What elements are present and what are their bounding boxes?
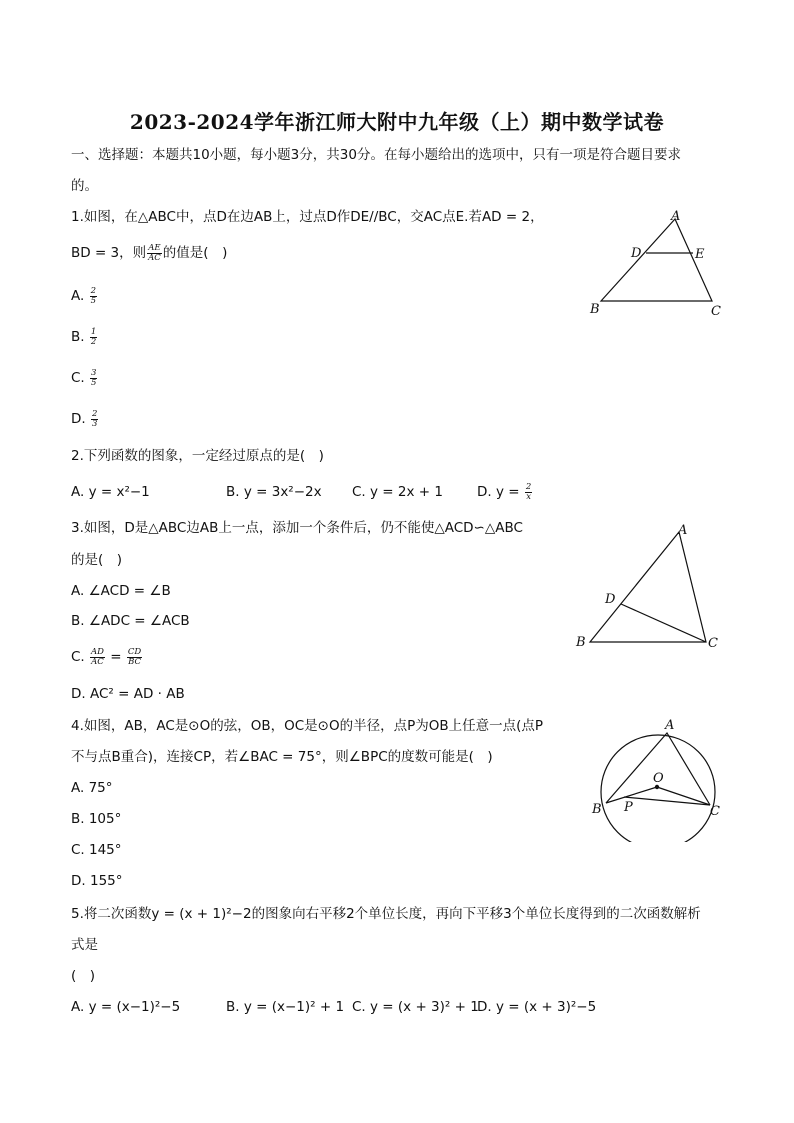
q1-option-a-label: A.: [71, 288, 85, 304]
q1-stem-suffix: 的值是( ): [162, 245, 228, 261]
q1-option-b-den: 2: [90, 336, 97, 347]
q1-option-c-den: 5: [91, 377, 97, 388]
q1-option-b: [71, 327, 98, 347]
page-title: 2023-2024学年浙江师大附中九年级（上）期中数学试卷: [129, 110, 665, 134]
q3-stem-line2: 的是( ): [71, 552, 123, 568]
q2-option-b: B. y = 3x²−2x: [226, 484, 322, 500]
q1-stem-line2: [71, 243, 227, 263]
q4-option-c: C. 145°: [71, 842, 122, 858]
q4-option-b: B. 105°: [71, 811, 122, 827]
q1-stem-line1: 1.如图，在△ABC中，点D在边AB上，过点D作DE//BC，交AC点E.若AD = 2，: [71, 209, 544, 225]
q1-option-d: [71, 409, 99, 429]
q1-option-d-fraction: [91, 410, 98, 429]
q3-option-d: D. AC² = AD · AB: [71, 686, 185, 702]
q1-label-b: B: [590, 302, 600, 317]
q1-fraction-numerator: AE: [148, 242, 161, 253]
q3-option-c: [71, 647, 143, 667]
q3-option-c-den2: BC: [128, 656, 142, 667]
q3-label-a: A: [678, 523, 688, 538]
q1-label-a: A: [671, 209, 681, 224]
q1-option-b-num: 1: [90, 326, 97, 337]
q3-segment-cd: [621, 604, 706, 642]
q3-triangle-abc: [590, 532, 706, 642]
q3-option-c-num2: CD: [127, 646, 142, 657]
q1-option-a-fraction: [90, 287, 97, 306]
q3-triangle-figure: [570, 518, 730, 658]
q4-stem-line2: 不与点B重合)，连接CP，若∠BAC = 75°，则∠BPC的度数可能是( ): [71, 749, 493, 765]
q2-stem: 2.下列函数的图象，一定经过原点的是( ): [71, 448, 324, 464]
q1-option-c-fraction: [90, 369, 97, 388]
q4-label-b: B: [592, 802, 602, 817]
q3-option-c-fraction-1: [90, 648, 105, 667]
q1-option-b-label: B.: [71, 329, 85, 345]
q5-stem-line3: ( ): [71, 968, 96, 984]
q4-label-a: A: [665, 718, 675, 733]
q3-option-c-fraction-2: [127, 648, 142, 667]
q2-option-d-num: 2: [525, 481, 532, 492]
q2-option-a: A. y = x²−1: [71, 484, 150, 500]
q1-fraction: [147, 244, 162, 263]
q1-label-c: C: [711, 304, 721, 319]
q3-option-a: A. ∠ACD = ∠B: [71, 583, 171, 599]
q5-option-a: A. y = (x−1)²−5: [71, 999, 181, 1015]
q3-stem-line1: 3.如图，D是△ABC边AB上一点，添加一个条件后，仍不能使△ACD∽△ABC: [71, 520, 523, 536]
q3-option-c-den1: AC: [91, 656, 104, 667]
q4-option-d: D. 155°: [71, 873, 123, 889]
q2-option-c: C. y = 2x + 1: [352, 484, 443, 500]
q5-stem-line1: 5.将二次函数y = (x + 1)²−2的图象向右平移2个单位长度，再向下平移3个单位长度得到的二次函数解析: [71, 906, 701, 922]
q3-option-b: B. ∠ADC = ∠ACB: [71, 613, 190, 629]
q4-label-o: O: [653, 771, 664, 786]
q1-option-a: [71, 286, 98, 306]
q5-stem-line2: 式是: [71, 937, 98, 953]
q4-circle-figure: [584, 712, 734, 842]
q1-label-e: E: [695, 247, 705, 262]
q4-label-p: P: [624, 800, 633, 815]
q3-label-b: B: [576, 635, 586, 650]
section-header-line1: 一、选择题：本题共10小题，每小题3分，共30分。在每小题给出的选项中，只有一项是符合题目要求: [71, 147, 681, 163]
q5-option-b: B. y = (x−1)² + 1: [226, 999, 345, 1015]
q3-option-c-num1: AD: [91, 646, 104, 657]
q1-triangle-figure: [580, 205, 730, 325]
q1-option-b-fraction: [90, 328, 97, 347]
q5-option-c: C. y = (x + 3)² + 1: [352, 999, 479, 1015]
q4-option-a: A. 75°: [71, 780, 113, 796]
q1-label-d: D: [631, 246, 642, 261]
q3-label-d: D: [605, 592, 616, 607]
q4-label-c: C: [710, 804, 720, 819]
q4-chords-ab-ac: [606, 733, 710, 805]
q5-option-d: D. y = (x + 3)²−5: [477, 999, 597, 1015]
q1-option-c: [71, 368, 98, 388]
q4-stem-line1: 4.如图，AB，AC是⊙O的弦，OB，OC是⊙O的半径，点P为OB上任意一点(点P: [71, 718, 544, 734]
q1-option-d-den: 3: [91, 418, 98, 429]
q2-option-d: [477, 482, 533, 502]
q2-option-d-prefix: D. y =: [477, 484, 520, 500]
q3-option-c-label: C.: [71, 649, 85, 665]
q1-option-c-num: 3: [91, 367, 97, 378]
q1-fraction-denominator: AC: [148, 252, 161, 263]
q3-option-c-equals: =: [110, 649, 122, 665]
q1-stem-prefix: BD = 3，则: [71, 245, 147, 261]
q2-option-d-den: x: [526, 491, 531, 502]
section-header-line2: 的。: [71, 178, 98, 194]
q3-label-c: C: [708, 636, 718, 651]
q1-option-d-num: 2: [91, 408, 98, 419]
q1-option-d-label: D.: [71, 411, 86, 427]
q1-option-a-den: 5: [90, 295, 97, 306]
q1-option-c-label: C.: [71, 370, 85, 386]
q2-option-d-fraction: [525, 483, 532, 502]
q1-option-a-num: 2: [90, 285, 97, 296]
